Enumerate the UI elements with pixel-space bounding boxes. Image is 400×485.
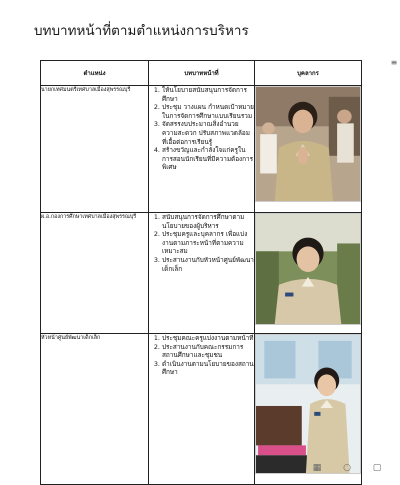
- duty-table: [40, 60, 362, 485]
- window-icon[interactable]: ▢: [372, 463, 382, 473]
- header-position: ตำแหน่ง: [41, 61, 149, 86]
- bottom-toolbar: [302, 462, 392, 474]
- duty-item: 3. ดำเนินงานตามนโยบายของสถานศึกษา: [162, 360, 254, 377]
- duties-list: [149, 213, 254, 273]
- duties-cell: [149, 334, 255, 485]
- duties-list: [149, 86, 254, 172]
- duty-item: 3. ประสานงานกับหัวหน้าศูนย์พัฒนาเด็กเล็ก: [162, 256, 254, 273]
- duty-item: 1. ให้นโยบายสนับสนุนการจัดการศึกษา: [162, 86, 254, 103]
- position-cell: นายกเทศมนตรีเทศบาลเมืองสุพรรณบุรี: [41, 86, 149, 213]
- personnel-photo: [255, 213, 361, 325]
- duties-cell: [149, 86, 255, 213]
- table-header-row: [41, 61, 362, 86]
- duty-item: 2. ประชุม วางแผน กำหนดเป้าหมายในการจัดการศึกษาแบบเรียนรวม: [162, 103, 254, 120]
- search-icon[interactable]: ○: [343, 463, 351, 473]
- header-personnel: บุคลากร: [255, 61, 362, 86]
- personnel-photo: [255, 334, 361, 474]
- duty-item: 1. ประชุมคณะครูแบ่งงานตามหน้าที่: [162, 334, 254, 343]
- table-row: [41, 86, 362, 213]
- duty-item: 2. ประสานงานกับคณะกรรมการสถานศึกษาและชุมชน: [162, 343, 254, 360]
- document-title: บทบาทหน้าที่ตามตำแหน่งการบริหาร: [34, 23, 249, 39]
- personnel-photo: [255, 86, 361, 202]
- duties-list: [149, 334, 254, 377]
- duty-item: 4. สร้างขวัญและกำลังใจแก่ครูในการสอนนักเรียนที่มีความต้องการพิเศษ: [162, 146, 254, 172]
- header-duties: บทบาทหน้าที่: [149, 61, 255, 86]
- photo-cell: [255, 213, 362, 334]
- photo-cell: [255, 86, 362, 213]
- grid-icon[interactable]: ▦: [312, 463, 322, 473]
- position-cell: ผ.อ.กองการศึกษาเทศบาลเมืองสุพรรณบุรี: [41, 213, 149, 334]
- menu-icon[interactable]: ≡: [390, 58, 398, 67]
- duty-item: 3. จัดสรรงบประมาณสิ่งอำนวยความสะดวก ปรับสภาพแวดล้อมที่เอื้อต่อการเรียนรู้: [162, 120, 254, 146]
- duty-item: 2. ประชุมครูและบุคลากร เพื่อแบ่งงานตามภาระหน้าที่ตามความเหมาะสม: [162, 230, 254, 256]
- position-cell: หัวหน้าศูนย์พัฒนาเด็กเล็ก: [41, 334, 149, 485]
- duties-cell: [149, 213, 255, 334]
- duty-item: 1. สนับสนุนการจัดการศึกษาตามนโยบายของผู้บริหาร: [162, 213, 254, 230]
- table-row: [41, 213, 362, 334]
